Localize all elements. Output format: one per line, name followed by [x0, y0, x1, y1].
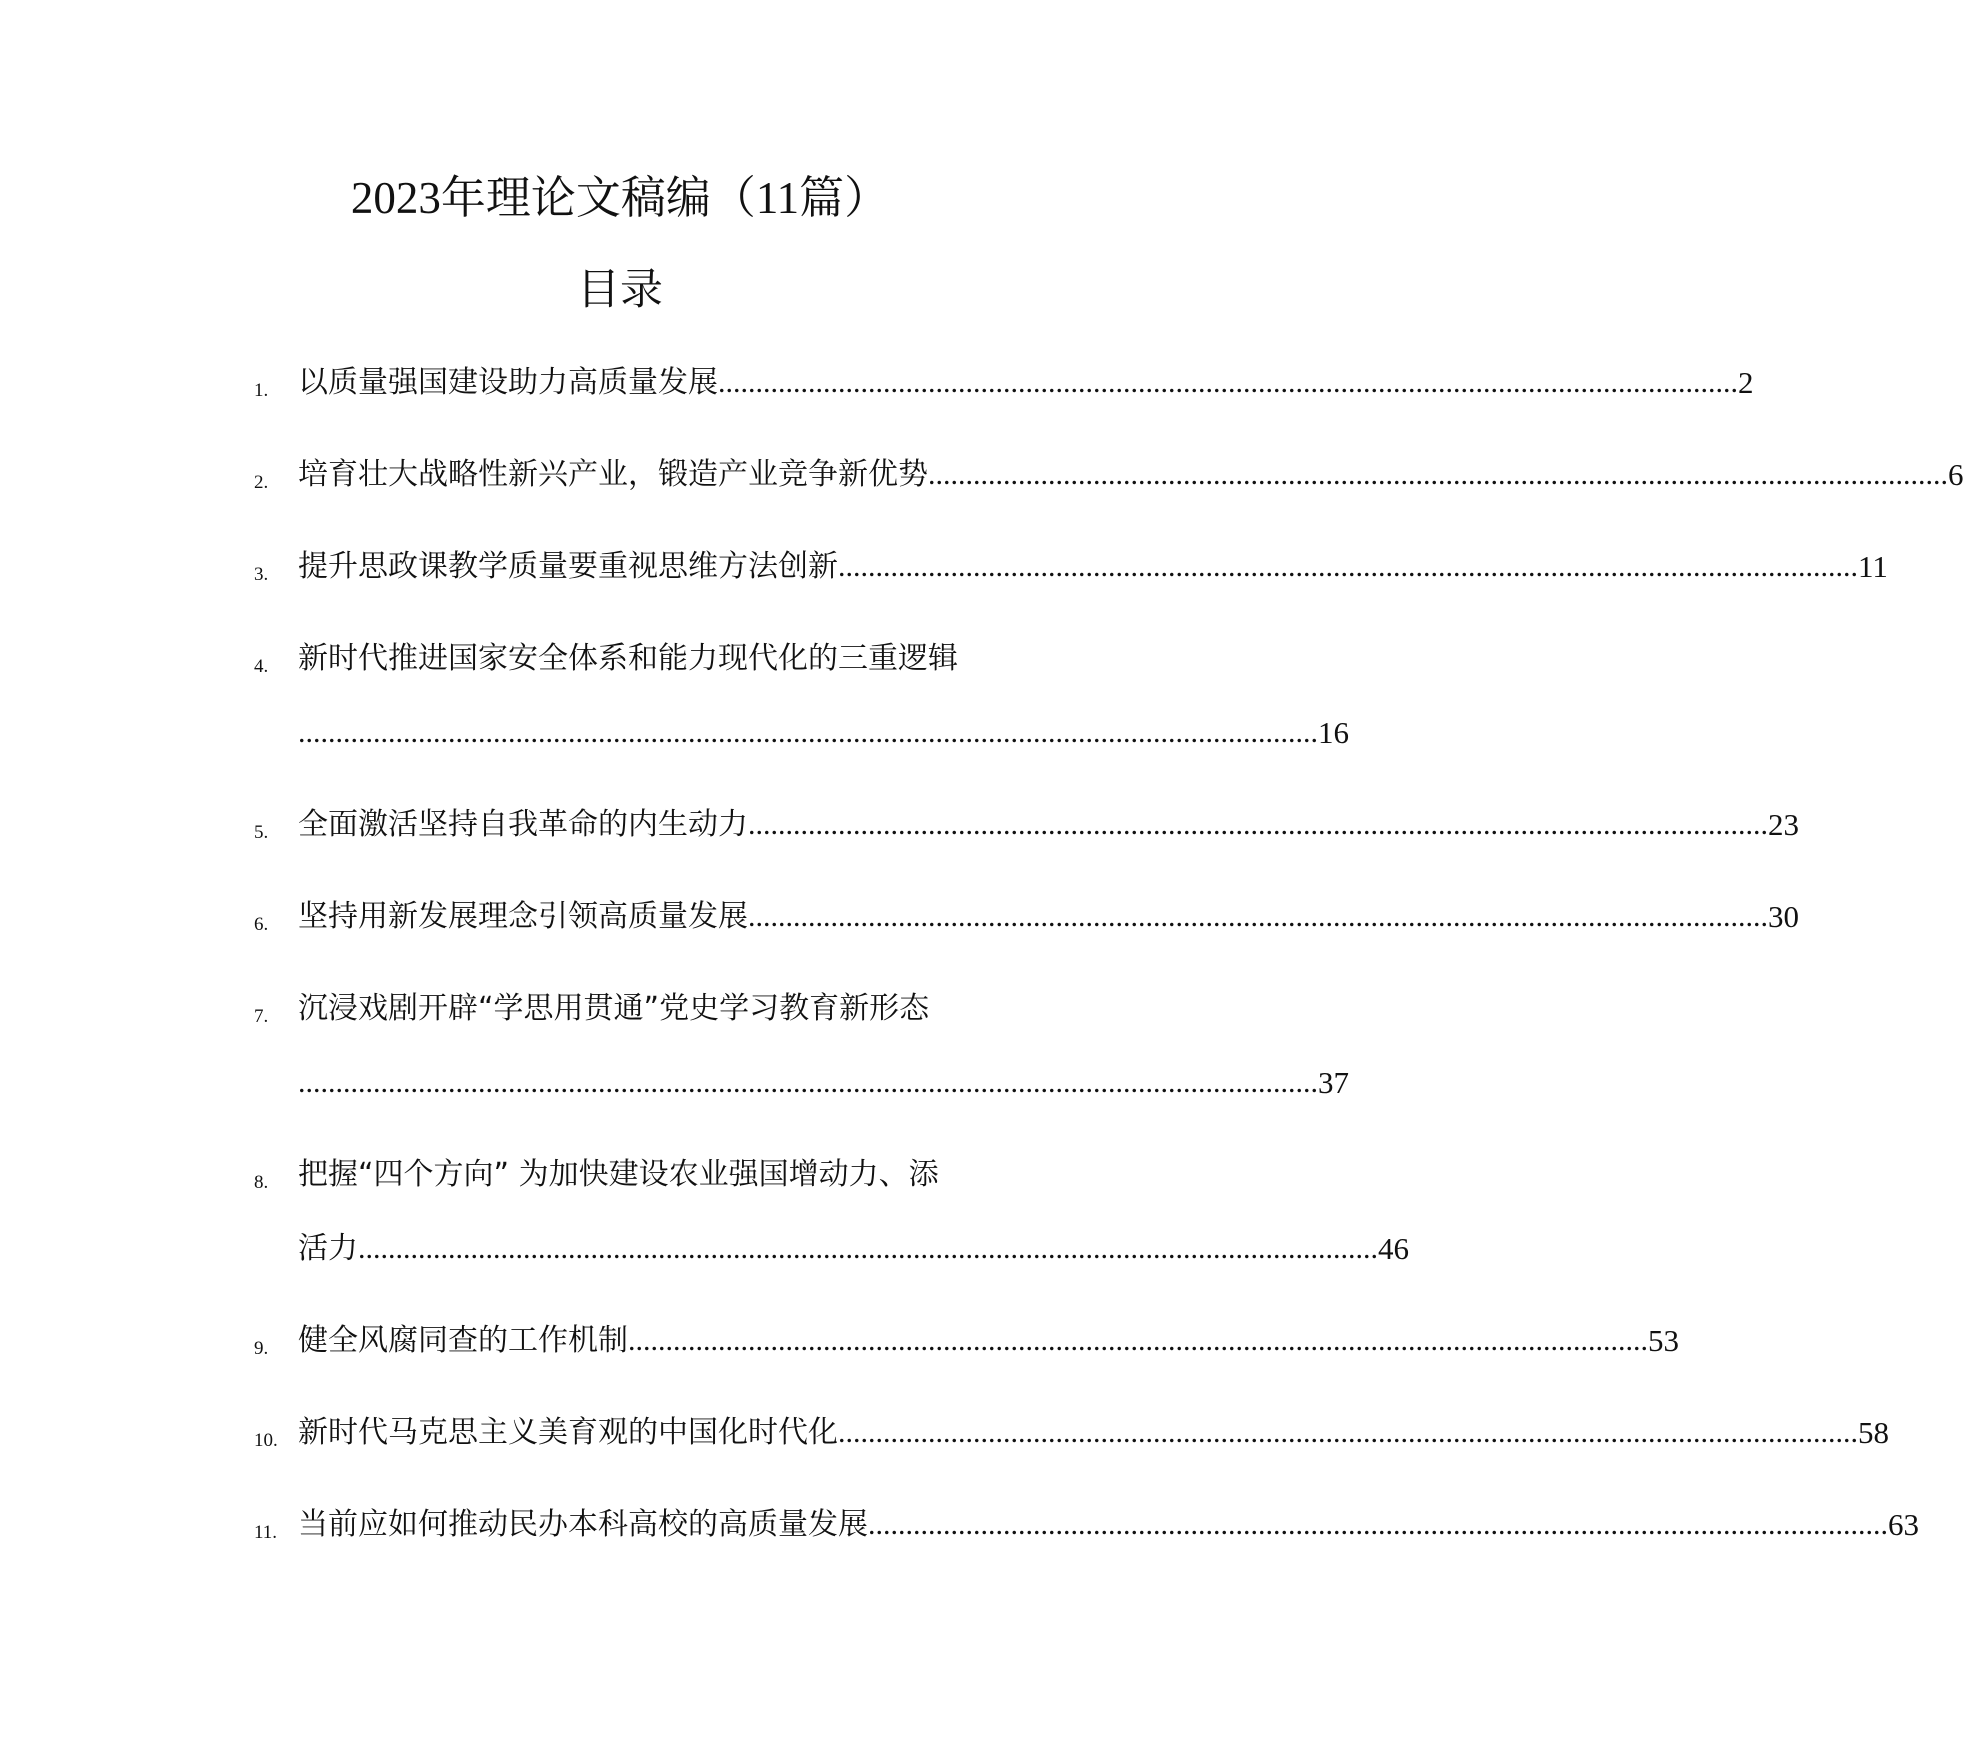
toc-index: 10.	[254, 1430, 278, 1451]
toc-index: 9.	[254, 1338, 269, 1359]
toc-title: 培育壮大战略性新兴产业，锻造产业竞争新优势	[298, 457, 928, 492]
dot-leader: ........................................................................................................................................	[718, 366, 1738, 399]
toc-index: 4.	[254, 656, 269, 677]
dot-leader: ........................................................................................................................................	[838, 550, 1858, 583]
toc-line	[298, 360, 1754, 406]
toc-index: 8.	[254, 1172, 269, 1193]
toc-index: 3.	[254, 564, 269, 585]
toc-line	[298, 1226, 1409, 1272]
toc-page: 11	[1858, 549, 1888, 584]
toc-index: 11.	[254, 1522, 278, 1543]
toc-heading: 目录	[577, 265, 663, 315]
toc-line	[298, 894, 1799, 940]
toc-line	[298, 1410, 1889, 1456]
toc-line	[298, 1502, 1919, 1548]
toc-page: 58	[1858, 1415, 1889, 1450]
dot-leader: ........................................................................................................................................	[358, 1232, 1378, 1265]
toc-page: 63	[1888, 1507, 1919, 1542]
toc-title: 全面激活坚持自我革命的内生动力	[298, 807, 748, 842]
toc-line	[298, 544, 1888, 590]
dot-leader: ........................................................................................................................................	[748, 808, 1768, 841]
toc-title-cont: 活力	[298, 1231, 358, 1266]
dot-leader: ........................................................................................................................................	[298, 1066, 1318, 1099]
toc-line	[298, 1060, 1349, 1106]
toc-title: 沉浸戏剧开辟“学思用贯通”党史学习教育新形态	[298, 991, 930, 1026]
toc-line	[298, 710, 1349, 756]
toc-index: 7.	[254, 1006, 269, 1027]
toc-line	[298, 1318, 1679, 1364]
toc-index: 6.	[254, 914, 269, 935]
toc-line	[298, 802, 1799, 848]
toc-title: 以质量强国建设助力高质量发展	[298, 365, 718, 400]
toc-title: 坚持用新发展理念引领高质量发展	[298, 899, 748, 934]
toc-title: 当前应如何推动民办本科高校的高质量发展	[298, 1507, 868, 1542]
dot-leader: ........................................................................................................................................	[628, 1324, 1648, 1357]
toc-page: 23	[1768, 807, 1799, 842]
toc-title: 提升思政课教学质量要重视思维方法创新	[298, 549, 838, 584]
title-pre: 年理论文稿编（	[440, 171, 756, 224]
toc-page: 16	[1318, 715, 1349, 750]
toc-index: 1.	[254, 380, 269, 401]
dot-leader: ........................................................................................................................................	[838, 1416, 1858, 1449]
toc-index: 2.	[254, 472, 269, 493]
toc-line	[298, 452, 1964, 498]
dot-leader: ........................................................................................................................................	[748, 900, 1768, 933]
dot-leader: ........................................................................................................................................	[868, 1508, 1888, 1541]
toc-page: 2	[1738, 365, 1754, 400]
toc-page: 30	[1768, 899, 1799, 934]
toc-page: 37	[1318, 1065, 1349, 1100]
toc-page: 6	[1948, 457, 1964, 492]
toc-page: 53	[1648, 1323, 1679, 1358]
title-post: 篇）	[799, 171, 890, 224]
dot-leader: ........................................................................................................................................	[298, 716, 1318, 749]
toc-title: 新时代推进国家安全体系和能力现代化的三重逻辑	[298, 641, 958, 676]
title-count: 11	[755, 173, 800, 223]
toc-title: 新时代马克思主义美育观的中国化时代化	[298, 1415, 838, 1450]
toc-title: 把握“四个方向” 为加快建设农业强国增动力、添	[298, 1157, 939, 1192]
dot-leader: ........................................................................................................................................	[928, 458, 1948, 491]
toc-title: 健全风腐同查的工作机制	[298, 1323, 628, 1358]
toc-page: 46	[1378, 1231, 1409, 1266]
toc-index: 5.	[254, 822, 269, 843]
title-year: 2023	[350, 173, 441, 223]
